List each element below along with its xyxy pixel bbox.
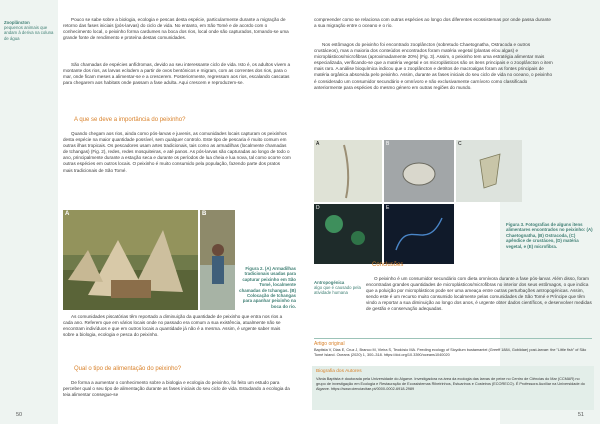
glossary-box	[4, 20, 56, 41]
bio-text: Vânia Baptista é doutorada pela Universidade do Algarve. Investigadora na área da ecologia das larvas de peixe no Centro de Ciências do Mar (CCMAR) no grupo de investigação em Ecologia e Restauração de Ecossistemas Ribeirinhos, Estuarinos e Costeiros (ECORECO). É Professora Auxiliar na Universidade do Algarve. https://www.cienciavitae.pt/0000-0002-6918-2989	[316, 377, 585, 391]
figure2-photo-river	[200, 210, 235, 310]
figure3-photo-e-graphic	[384, 204, 454, 264]
glossary-definition: pequenos animais que andam à deriva na coluna de água	[4, 25, 54, 41]
results-paragraph: Nos estômagos do peixinho foi encontrado zooplâncton (sobretudo Chaetognatha, Ostracoda e outros crustáceos), mas a maioria dos conteúdos encontrados foram matéria vegetal (plantas e/ou algas) e microplásticos/microfibras (aproximadamente 20%) (Fig. 3). Assim, o peixinho tem uma estratégia alimentar mais especializada, verificando-se que a matéria vegetal e os microplásticos são os itens principais e o zooplâncton o item mais raro. A análise bioquímica indicou que o zooplâncton e detritos de macroalgas foram as fontes principais de matéria orgânica absorvida pelo peixinho. Assim, durante as fases iniciais do seu ciclo de vida no oceano, o peixinho é considerado um consumidor secundário e omnívoro e não exclusivamente carnívoro como classificado anteriormente para espécies do mesmo género em outras regiões do mundo.	[314, 42, 553, 90]
intro-paragraph-1: Pouco se sabe sobre a biologia, ecologia e pescas desta espécie, particularmente durante a migração de retorno das fases iniciais (pós-larvas) do ciclo de vida. No entanto, em São Tomé e de acordo com o conhecimento local, o peixinho forma cardumes na boca dos rios, local onde são capturados, tornando-se uma grande fonte de rendimento e proteína destas comunidades.	[63, 17, 289, 41]
figure2-label-a: A	[65, 211, 70, 217]
reference-divider	[314, 338, 592, 339]
figure3-caption: Figura 3. Fotografias de alguns itens alimentares encontrados no peixinho: (A) Chaetognatha, (B) Ostracoda, (C) apêndice de crustáceo, (D) matéria vegetal, e (E) microfibra.	[506, 222, 593, 249]
conclusion-paragraph: O peixinho é um consumidor secundário com dieta omnívora durante a fase pós-larvar. Além disso, foram encontradas grandes quantidades de microplásticos/microfibras no interior dos seus estômagos, o que indica que a poluição por microplásticos pode ser uma ameaça entre outras perturbações antropogénicas. Assim, sendo este é um recurso muito consumido localmente pelas comunidades de São Tomé e Príncipe que têm vindo a reportar a sua diminuição ao longo dos anos, é urgente obter dados científicos, e desenvolver medidas de gestão e conservação adequadas.	[366, 276, 592, 312]
glossary-term-right: Antropogénica	[314, 280, 345, 285]
glossary-box-right	[314, 280, 362, 296]
figure2-photo-traps	[63, 210, 198, 310]
right-page	[300, 0, 600, 424]
reference-text: Baptista V, Dias E, Cruz J, Branco M, Vieira S, Teodósio MA. Feeding ecology of Sicydium bustamantei (Greeff 1884, Gobiidae) post-larvae: the "Little fish" of São Tomé Island. Oceans (2020) 1, 300–318. https://doi.org/10.3390/oceans1040020	[314, 348, 587, 357]
reference-title: Artigo original	[314, 341, 345, 347]
section-paragraph-feeding: De forma a aumentar o conhecimento sobre a biologia e ecologia do peixinho, foi feito um estudo para perceber qual o seu tipo de alimentação durante as fases iniciais do seu ciclo de vida. Estudando a ecologia da teia alimentar consegue-se	[63, 380, 290, 398]
figure3-photo-c	[456, 140, 522, 202]
figure3-photo-d	[314, 204, 382, 264]
figure3-label-a: A	[316, 141, 320, 147]
figure2-photo-traps-graphic	[63, 210, 198, 310]
page-number-right: 51	[577, 412, 584, 418]
glossary-term: Zooplâncton	[4, 20, 30, 25]
intro-paragraph-2: São chamadas de espécies anfídromas, devido ao seu interessante ciclo de vida. Isto é, os adultos vivem a montante dos rios, as larvas eclodem a partir de ovos bentónicos e migram, com as correntes dos rios, para o mar, onde ficam meses a alimentar-se e a crescerem. Posteriormente, regressam aos rios, escalando cascatas para chegarem aos habitats onde passam a fase adulta. Aqui crescem e reproduzem-se.	[63, 62, 291, 86]
conclusion-title: Conclusões	[372, 262, 404, 268]
figure3-photo-e	[384, 204, 454, 264]
left-sidebar	[0, 0, 58, 424]
figure3-photo-c-graphic	[456, 140, 522, 202]
section-paragraph-importance: Quando chegam aos rios, ainda como pós-larvas e juvenis, as comunidades locais capturam os peixinhos desta espécie na maior quantidade possível, sem qualquer controlo. Este tipo de pescaria é muito comum em outras ilhas tropicais. Os pescadores usam artes tradicionais, tais como as armadilhas (localmente chamadas de tchangas) (Fig. 2), redes, redes mosquiteiras, e até panos. As pós-larvas são capturadas ao longo de todo o ano, principalmente durante a estação seca e durante os períodos de lua cheia e lua nova, tal como ocorre com outras espécies em outros locais. O peixinho é muito consumido pela população, fazendo parte dos pratos mais tradicionais de São Tomé.	[63, 131, 291, 173]
figure3-photo-b	[384, 140, 454, 202]
figure2-label-b: B	[202, 211, 207, 217]
figure3-label-d: D	[316, 205, 320, 211]
figure3-label-e: E	[386, 205, 390, 211]
continuation-paragraph: compreender como se relaciona com outras espécies ao longo dos diferentes ecossistemas por onde passa durante a sua migração entre o oceano e o rio.	[314, 17, 551, 29]
glossary-definition-right: algo que é causado pela atividade humana	[314, 285, 361, 296]
figure3-photo-a-graphic	[314, 140, 382, 202]
after-figure-paragraph: As comunidades piscatórias têm reportado a diminuição da quantidade de peixinho que entra nos rios a cada ano. Referem que em vários locais onde no passado era comum a sua existência, atualmente não se encontram indivíduos e que em outros locais a quantidade já não é a mesma. Assim, é urgente saber mais sobre a biologia, ecologia e pesca do peixinho.	[63, 314, 283, 338]
section-title-importance: A que se deve a importância do peixinho?	[74, 117, 186, 123]
figure3-photo-b-graphic	[384, 140, 454, 202]
figure3-photo-a	[314, 140, 382, 202]
figure3-label-c: C	[458, 141, 462, 147]
figure3-label-b: B	[386, 141, 390, 147]
figure3-photo-d-graphic	[314, 204, 382, 264]
bio-title: Biografia dos Autores	[316, 369, 362, 374]
page-number-left: 50	[16, 412, 23, 418]
figure2-photo-river-graphic	[200, 210, 235, 310]
section-title-feeding: Qual o tipo de alimentação do peixinho?	[74, 366, 182, 372]
figure2-caption: Figura 2. (A) Armadilhas tradicionais usadas para capturar peixinho em São Tomé, localmente chamadas de tchangas. (B) Colocação de tchangas para apanhar peixinho na boca do rio.	[239, 266, 296, 309]
